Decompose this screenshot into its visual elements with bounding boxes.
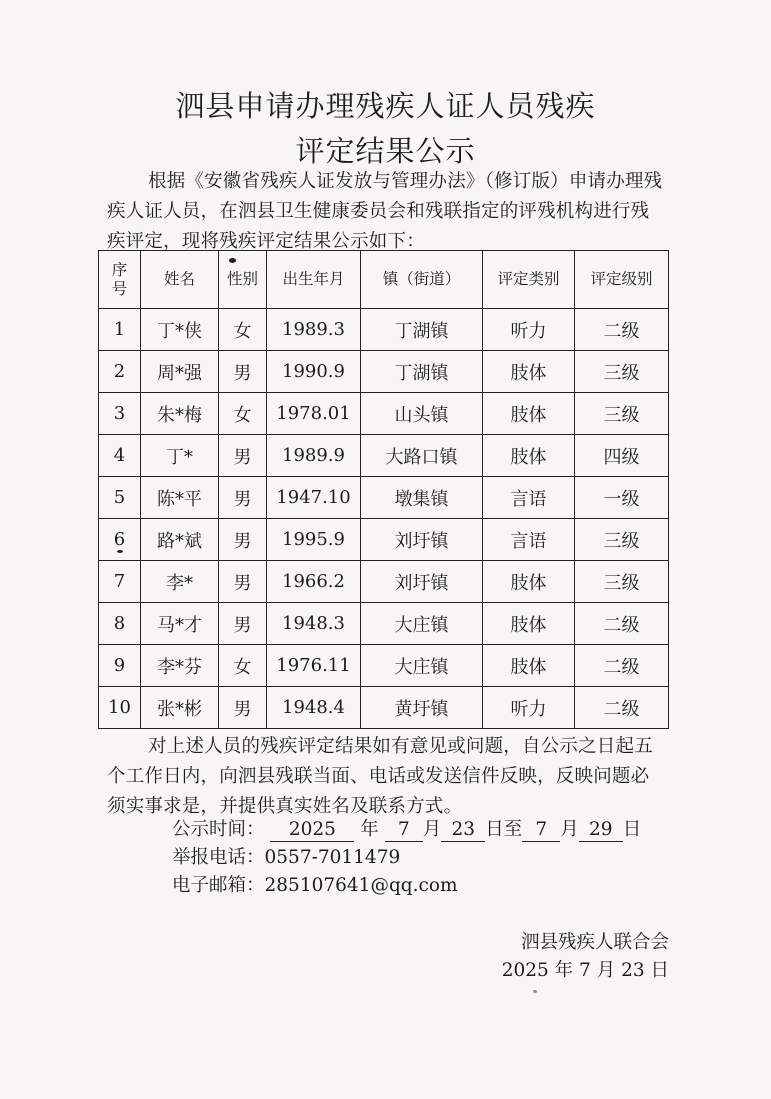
period-month-unit: 月 [422, 819, 442, 840]
cell-index: 4 [99, 435, 141, 477]
cell-town: 大庄镇 [361, 645, 483, 687]
cell-index: 5 [99, 477, 141, 519]
cell-birth: 1978.01 [267, 393, 361, 435]
period-end-month: 7 [522, 819, 560, 842]
header-name: 姓名 [141, 251, 219, 309]
cell-level: 四级 [575, 435, 669, 477]
cell-name: 张*彬 [141, 687, 219, 729]
cell-level: 三级 [575, 393, 669, 435]
email-value: 285107641@qq.com [264, 875, 458, 896]
cell-town: 墩集镇 [361, 477, 483, 519]
cell-name: 丁* [141, 435, 219, 477]
cell-name: 李* [141, 561, 219, 603]
cell-sex: 男 [219, 561, 267, 603]
cell-category: 肢体 [483, 435, 575, 477]
period-end-month-unit: 月 [560, 819, 579, 840]
period-year: 2025 [270, 819, 354, 842]
cell-town: 丁湖镇 [361, 309, 483, 351]
period-start-day: 23 [441, 819, 485, 842]
cell-name: 马*才 [141, 603, 219, 645]
cell-index: 3 [99, 393, 141, 435]
period-label: 公示时间： [172, 819, 265, 840]
cell-category: 肢体 [483, 603, 575, 645]
cell-birth: 1948.3 [267, 603, 361, 645]
document-title-line-1: 泗县申请办理残疾人证人员残疾 [175, 89, 596, 123]
cell-level: 三级 [575, 519, 669, 561]
ink-speck [229, 258, 236, 263]
cell-category: 肢体 [483, 561, 575, 603]
period-to: 日至 [485, 819, 523, 840]
phone-label: 举报电话： [172, 847, 265, 868]
intro-paragraph: 根据《安徽省残疾人证发放与管理办法》（修订版）申请办理残疾人证人员，在泗县卫生健康委员会和残联指定的评残机构进行残疾评定，现将残疾评定结果公示如下： [107, 171, 663, 252]
cell-category: 肢体 [483, 393, 575, 435]
cell-name: 朱*梅 [141, 393, 219, 435]
period-start-month: 7 [385, 819, 423, 842]
table-header-row [99, 251, 669, 309]
email-label: 电子邮箱： [172, 875, 265, 896]
cell-level: 二级 [575, 645, 669, 687]
cell-category: 肢体 [483, 645, 575, 687]
cell-level: 一级 [575, 477, 669, 519]
cell-sex: 女 [219, 393, 267, 435]
table-row [99, 603, 669, 645]
cell-birth: 1948.4 [267, 687, 361, 729]
signature-organization: 泗县残疾人联合会 [520, 932, 669, 953]
cell-index: 2 [99, 351, 141, 393]
cell-category: 言语 [483, 477, 575, 519]
cell-category: 听力 [483, 687, 575, 729]
cell-sex: 男 [219, 687, 267, 729]
cell-sex: 男 [219, 603, 267, 645]
cell-birth: 1989.9 [267, 435, 361, 477]
cell-sex: 女 [219, 645, 267, 687]
cell-birth: 1947.10 [267, 477, 361, 519]
signature-date: 2025 年 7 月 23 日 [501, 960, 669, 981]
cell-sex: 男 [219, 519, 267, 561]
cell-index: 1 [99, 309, 141, 351]
table-row [99, 309, 669, 351]
cell-category: 肢体 [483, 351, 575, 393]
cell-level: 二级 [575, 687, 669, 729]
cell-index: 8 [99, 603, 141, 645]
period-day-unit: 日 [622, 819, 642, 840]
report-phone [172, 846, 400, 870]
table-row [99, 435, 669, 477]
header-index: 序号 [99, 251, 141, 309]
ink-speck [533, 990, 537, 993]
cell-index: 6 [99, 519, 141, 561]
cell-town: 山头镇 [361, 393, 483, 435]
cell-name: 周*强 [141, 351, 219, 393]
cell-town: 丁湖镇 [361, 351, 483, 393]
cell-sex: 男 [219, 477, 267, 519]
cell-name: 路*斌 [141, 519, 219, 561]
cell-index: 10 [99, 687, 141, 729]
header-town: 镇（街道） [361, 251, 483, 309]
cell-town: 刘圩镇 [361, 519, 483, 561]
ink-speck [117, 550, 123, 553]
cell-town: 刘圩镇 [361, 561, 483, 603]
header-birth: 出生年月 [267, 251, 361, 309]
document-title-line-2: 评定结果公示 [295, 134, 476, 168]
cell-town: 大路口镇 [361, 435, 483, 477]
report-email [172, 874, 458, 898]
header-category: 评定类别 [483, 251, 575, 309]
closing-paragraph: 对上述人员的残疾评定结果如有意见或问题，自公示之日起五个工作日内，向泗县残联当面、电话或发送信件反映，反映问题必须实事求是，并提供真实姓名及联系方式。 [107, 736, 653, 817]
header-sex: 性别 [219, 251, 267, 309]
header-level: 评定级别 [575, 251, 669, 309]
cell-birth: 1976.11 [267, 645, 361, 687]
table-row [99, 393, 669, 435]
period-year-unit: 年 [360, 819, 379, 840]
cell-level: 三级 [575, 561, 669, 603]
cell-level: 二级 [575, 309, 669, 351]
period-end-day: 29 [579, 819, 623, 842]
results-table [98, 250, 669, 729]
cell-birth: 1966.2 [267, 561, 361, 603]
cell-name: 丁*侠 [141, 309, 219, 351]
cell-level: 二级 [575, 603, 669, 645]
table-row [99, 645, 669, 687]
cell-town: 大庄镇 [361, 603, 483, 645]
cell-index: 7 [99, 561, 141, 603]
table-row [99, 519, 669, 561]
cell-index: 9 [99, 645, 141, 687]
cell-category: 言语 [483, 519, 575, 561]
cell-level: 三级 [575, 351, 669, 393]
cell-name: 陈*平 [141, 477, 219, 519]
table-row [99, 561, 669, 603]
cell-sex: 男 [219, 351, 267, 393]
cell-town: 黄圩镇 [361, 687, 483, 729]
cell-category: 听力 [483, 309, 575, 351]
table-row [99, 477, 669, 519]
phone-value: 0557-7011479 [264, 847, 401, 868]
table-row [99, 687, 669, 729]
table-row [99, 351, 669, 393]
cell-birth: 1989.3 [267, 309, 361, 351]
cell-name: 李*芬 [141, 645, 219, 687]
cell-birth: 1990.9 [267, 351, 361, 393]
announcement-period [172, 818, 641, 842]
cell-sex: 女 [219, 309, 267, 351]
cell-birth: 1995.9 [267, 519, 361, 561]
cell-sex: 男 [219, 435, 267, 477]
